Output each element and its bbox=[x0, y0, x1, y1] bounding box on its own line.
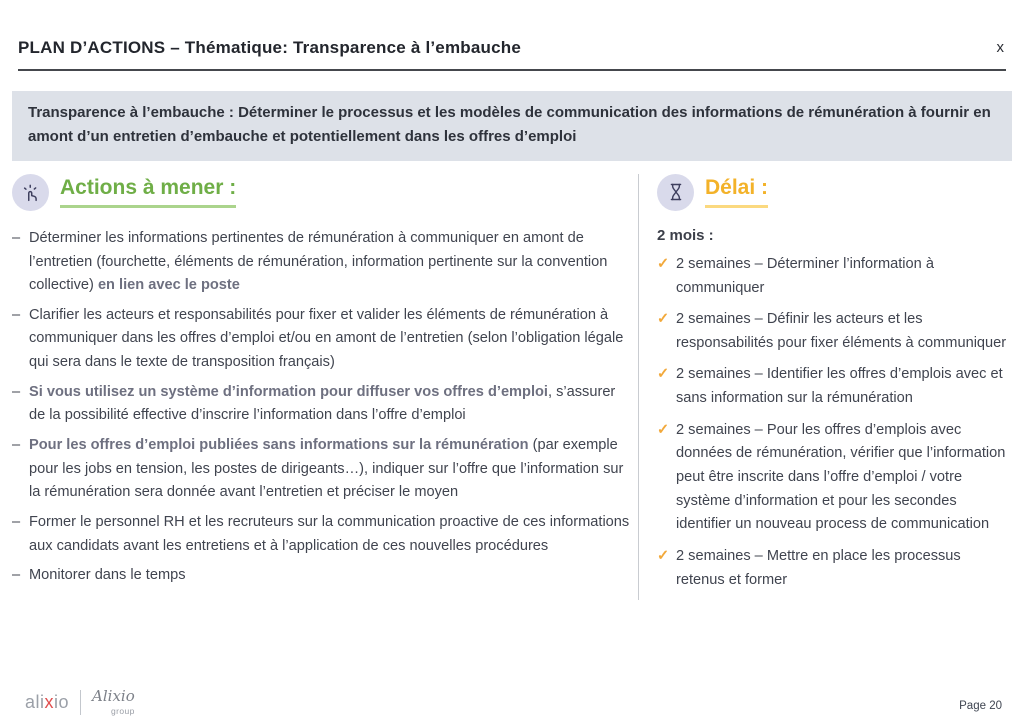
action-item-text bbox=[29, 384, 615, 424]
text-segment: 2 semaines – Déterminer l’information à communiquer bbox=[676, 255, 934, 296]
delai-item bbox=[657, 419, 1010, 537]
action-item bbox=[12, 511, 630, 558]
delai-duration-label: 2 mois : bbox=[657, 226, 714, 244]
action-item-text bbox=[29, 437, 623, 500]
dash-bullet: – bbox=[12, 306, 21, 323]
logo-separator bbox=[80, 690, 81, 715]
text-segment: Pour les offres d’emploi publiées sans informations sur la rémunération bbox=[29, 437, 529, 453]
action-item bbox=[12, 304, 630, 375]
delai-item-text bbox=[676, 256, 934, 296]
hourglass-icon bbox=[657, 174, 694, 211]
text-segment: Si vous utilisez un système d’information pour diffuser vos offres d’emploi bbox=[29, 383, 548, 400]
logo-wordmark bbox=[25, 692, 69, 713]
dash-bullet: – bbox=[12, 437, 21, 453]
logo-part1: ali bbox=[25, 692, 45, 712]
delai-item-text bbox=[676, 311, 1006, 351]
delai-heading: Délai : bbox=[705, 176, 768, 208]
action-item bbox=[12, 381, 630, 428]
page-number: Page 20 bbox=[959, 700, 1002, 712]
check-icon: ✓ bbox=[657, 547, 670, 564]
summary-banner: Transparence à l’embauche : Déterminer le processus et les modèles de communication des informations de rémunération à fournir en amont d’un entretien d’embauche et potentiellement dans les offres d’emploi bbox=[12, 91, 1012, 161]
dash-bullet: – bbox=[12, 383, 21, 400]
header-rule bbox=[18, 69, 1006, 71]
delai-column bbox=[639, 174, 1018, 600]
logo-script-block bbox=[92, 689, 135, 716]
logo-script: Alixio bbox=[92, 687, 135, 705]
actions-list bbox=[12, 227, 630, 588]
action-item-text bbox=[29, 307, 623, 370]
actions-heading: Actions à mener : bbox=[60, 176, 236, 208]
text-segment: 2 semaines – Mettre en place les processus retenus et former bbox=[676, 547, 961, 588]
dash-bullet: – bbox=[12, 513, 21, 530]
delai-item bbox=[657, 253, 1010, 300]
actions-column bbox=[12, 174, 638, 600]
text-segment: 2 semaines – Identifier les offres d’emplois avec et sans information sur la rémunération bbox=[676, 366, 1003, 407]
check-icon: ✓ bbox=[657, 255, 670, 272]
dash-bullet: – bbox=[12, 567, 21, 584]
delai-heading-row bbox=[657, 174, 1010, 211]
text-segment: , s’assurer de la possibilité effective d’inscrire l’information dans l’offre d’emploi bbox=[29, 383, 616, 424]
text-segment: Déterminer les informations pertinentes de rémunération à communiquer en amont de l’entretien (fourchette, éléments de rémunération, information pertinente sur la convention collective) bbox=[29, 229, 608, 294]
delai-item bbox=[657, 545, 1010, 592]
delai-item-text bbox=[676, 548, 961, 588]
alixio-logo bbox=[25, 689, 135, 716]
text-segment: en lien avec le poste bbox=[97, 277, 240, 294]
text-segment: Clarifier les acteurs et responsabilités pour fixer et valider les éléments de rémunération à communiquer dans les offres d’emploi et/ou en amont de l’entretien (selon l’obligation légale qui sera dans le texte de transposition français) bbox=[29, 306, 624, 371]
header bbox=[0, 0, 1024, 71]
text-segment: Monitorer dans le temps bbox=[29, 567, 186, 584]
action-item bbox=[12, 564, 630, 588]
check-icon: ✓ bbox=[657, 311, 670, 328]
close-button[interactable]: x bbox=[996, 39, 1004, 56]
delai-item-text bbox=[676, 422, 1005, 533]
page-title: PLAN D’ACTIONS – Thématique: Transparence à l’embauche bbox=[18, 38, 521, 57]
text-segment: (par exemple pour les jobs en tension, les postes de dirigeants…), indiquer sur l’offre que l’information sur la rémunération sera donnée avant l’entretien et préciser le moyen bbox=[29, 437, 624, 501]
delai-item bbox=[657, 363, 1010, 410]
check-icon: ✓ bbox=[657, 366, 670, 383]
text-segment: 2 semaines – Définir les acteurs et les responsabilités pour fixer éléments à communiquer bbox=[676, 311, 1007, 351]
action-item-text bbox=[29, 567, 186, 583]
snap-fingers-icon bbox=[12, 174, 49, 211]
dash-bullet: – bbox=[12, 229, 21, 246]
text-segment: 2 semaines – Pour les offres d’emplois avec données de rémunération, vérifier que l’information peut être inscrite dans l’offre d’emploi / votre système d’information et pour les secondes identifier un nouveau process de communication bbox=[676, 421, 1006, 533]
logo-part2: io bbox=[54, 692, 70, 712]
delai-item-text bbox=[676, 366, 1003, 406]
action-item bbox=[12, 434, 630, 505]
action-item-text bbox=[29, 514, 629, 554]
main-content bbox=[0, 161, 1024, 600]
action-item-text bbox=[29, 230, 607, 293]
action-item bbox=[12, 227, 630, 298]
actions-heading-row bbox=[12, 174, 630, 211]
delai-item bbox=[657, 308, 1010, 355]
check-icon: ✓ bbox=[657, 421, 670, 438]
logo-x: x bbox=[44, 692, 55, 712]
delai-list bbox=[657, 253, 1010, 592]
text-segment: Former le personnel RH et les recruteurs sur la communication proactive de ces informations aux candidats avant les entretiens et à l’application de ces nouvelles procédures bbox=[29, 513, 630, 554]
logo-group-label: group bbox=[111, 706, 135, 716]
